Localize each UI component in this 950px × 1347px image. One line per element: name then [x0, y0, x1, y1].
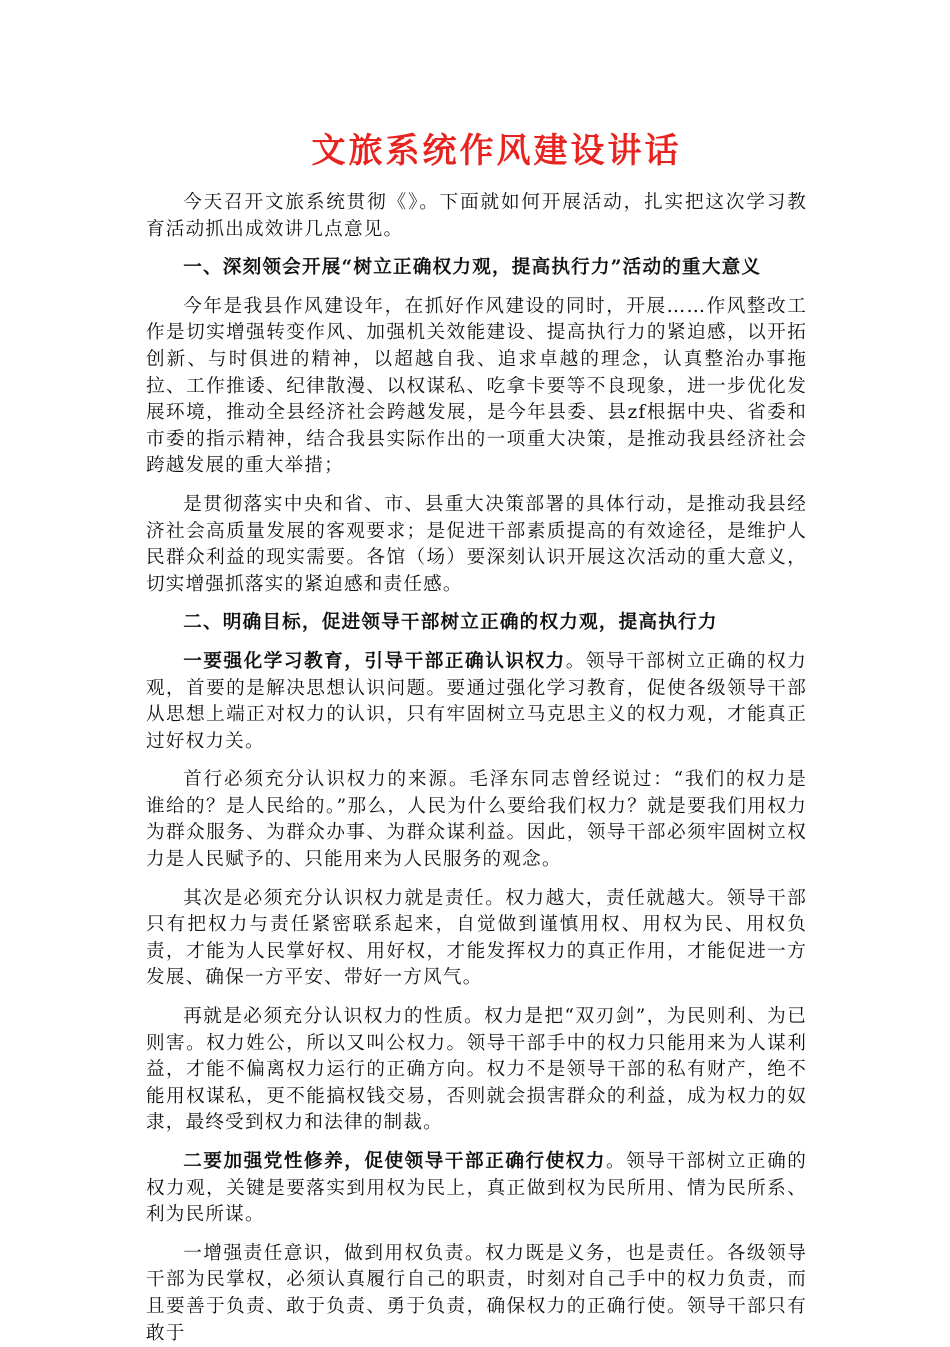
paragraph-text: 一增强责任意识，做到用权负责。权力既是义务，也是责任。各级领导干部为民掌权，必须认真履行自己的职责，时刻对自己手中的权力负责，而且要善于负责、敢于负责、勇于负责，确保权力的正确行使。领导干部只有敢于	[146, 1242, 807, 1344]
paragraph	[146, 1004, 807, 1137]
paragraph-text: 。领导干部树立正确的权力观，关键是要落实到用权为民上，真正做到权为民所用、情为民所系、利为民所谋。	[146, 1151, 807, 1226]
paragraph	[146, 649, 807, 755]
paragraph-text: 今天召开文旅系统贯彻《》。下面就如何开展活动，扎实把这次学习教育活动抓出成效讲几点意见。	[146, 192, 807, 240]
document-title: 文旅系统作风建设讲话	[311, 131, 682, 171]
paragraph-intro	[146, 190, 807, 243]
section-heading-2: 二、明确目标，促进领导干部树立正确的权力观，提高执行力	[183, 612, 718, 634]
paragraph	[146, 886, 807, 992]
paragraph	[146, 492, 807, 598]
paragraph-lead: 一要强化学习教育，引导干部正确认识权力	[183, 650, 566, 672]
paragraph-text: 再就是必须充分认识权力的性质。权力是把“双刃剑”，为民则利、为已则害。权力姓公，所以又叫公权力。领导干部手中的权力只能用来为人谋利益，才能不偏离权力运行的正确方向。权力不是领导干部的私有财产，绝不能用权谋私，更不能搞权钱交易，否则就会损害群众的利益，成为权力的奴隶，最终受到权力和法律的制裁。	[146, 1006, 807, 1134]
paragraph-lead: 二要加强党性修养，促使领导干部正确行使权力	[183, 1151, 606, 1172]
section-heading-1: 一、深刻领会开展“树立正确权力观，提高执行力”活动的重大意义	[183, 257, 762, 279]
paragraph-text: 今年是我县作风建设年，在抓好作风建设的同时，开展……作风整改工作是切实增强转变作风、加强机关效能建设、提高执行力的紧迫感，以开拓创新、与时俱进的精神，以超越自我、追求卓越的理念，认真整治办事拖拉、工作推诿、纪律散漫、以权谋私、吃拿卡要等不良现象，进一步优化发展环境，推动全县经济社会跨越发展，是今年县委、县zf根据中央、省委和市委的指示精神，结合我县实际作出的一项重大决策，是推动我县经济社会跨越发展的重大举措；	[146, 295, 807, 477]
paragraph-text: 其次是必须充分认识权力就是责任。权力越大，责任就越大。领导干部只有把权力与责任紧密联系起来，自觉做到谨慎用权、用权为民、用权负责，才能为人民掌好权、用好权，才能发挥权力的真正作用，才能促进一方发展、确保一方平安、带好一方风气。	[146, 887, 807, 989]
paragraph	[146, 1149, 807, 1229]
paragraph	[146, 294, 807, 480]
paragraph-text: 。领导干部树立正确的权力观，首要的是解决思想认识问题。要通过强化学习教育，促使各级领导干部从思想上端正对权力的认识，只有牢固树立马克思主义的权力观，才能真正过好权力关。	[146, 650, 807, 752]
paragraph	[146, 1241, 807, 1347]
paragraph-text: 是贯彻落实中央和省、市、县重大决策部署的具体行动，是推动我县经济社会高质量发展的客观要求；是促进干部素质提高的有效途径，是维护人民群众利益的现实需要。各馆（场）要深刻认识开展这次活动的重大意义，切实增强抓落实的紧迫感和责任感。	[146, 493, 807, 595]
paragraph-text: 首行必须充分认识权力的来源。毛泽东同志曾经说过：“我们的权力是谁给的？是人民给的。”那么，人民为什么要给我们权力？就是要我们用权力为群众服务、为群众办事、为群众谋利益。因此，领导干部必须牢固树立权力是人民赋予的、只能用来为人民服务的观念。	[146, 769, 807, 871]
paragraph	[146, 767, 807, 873]
